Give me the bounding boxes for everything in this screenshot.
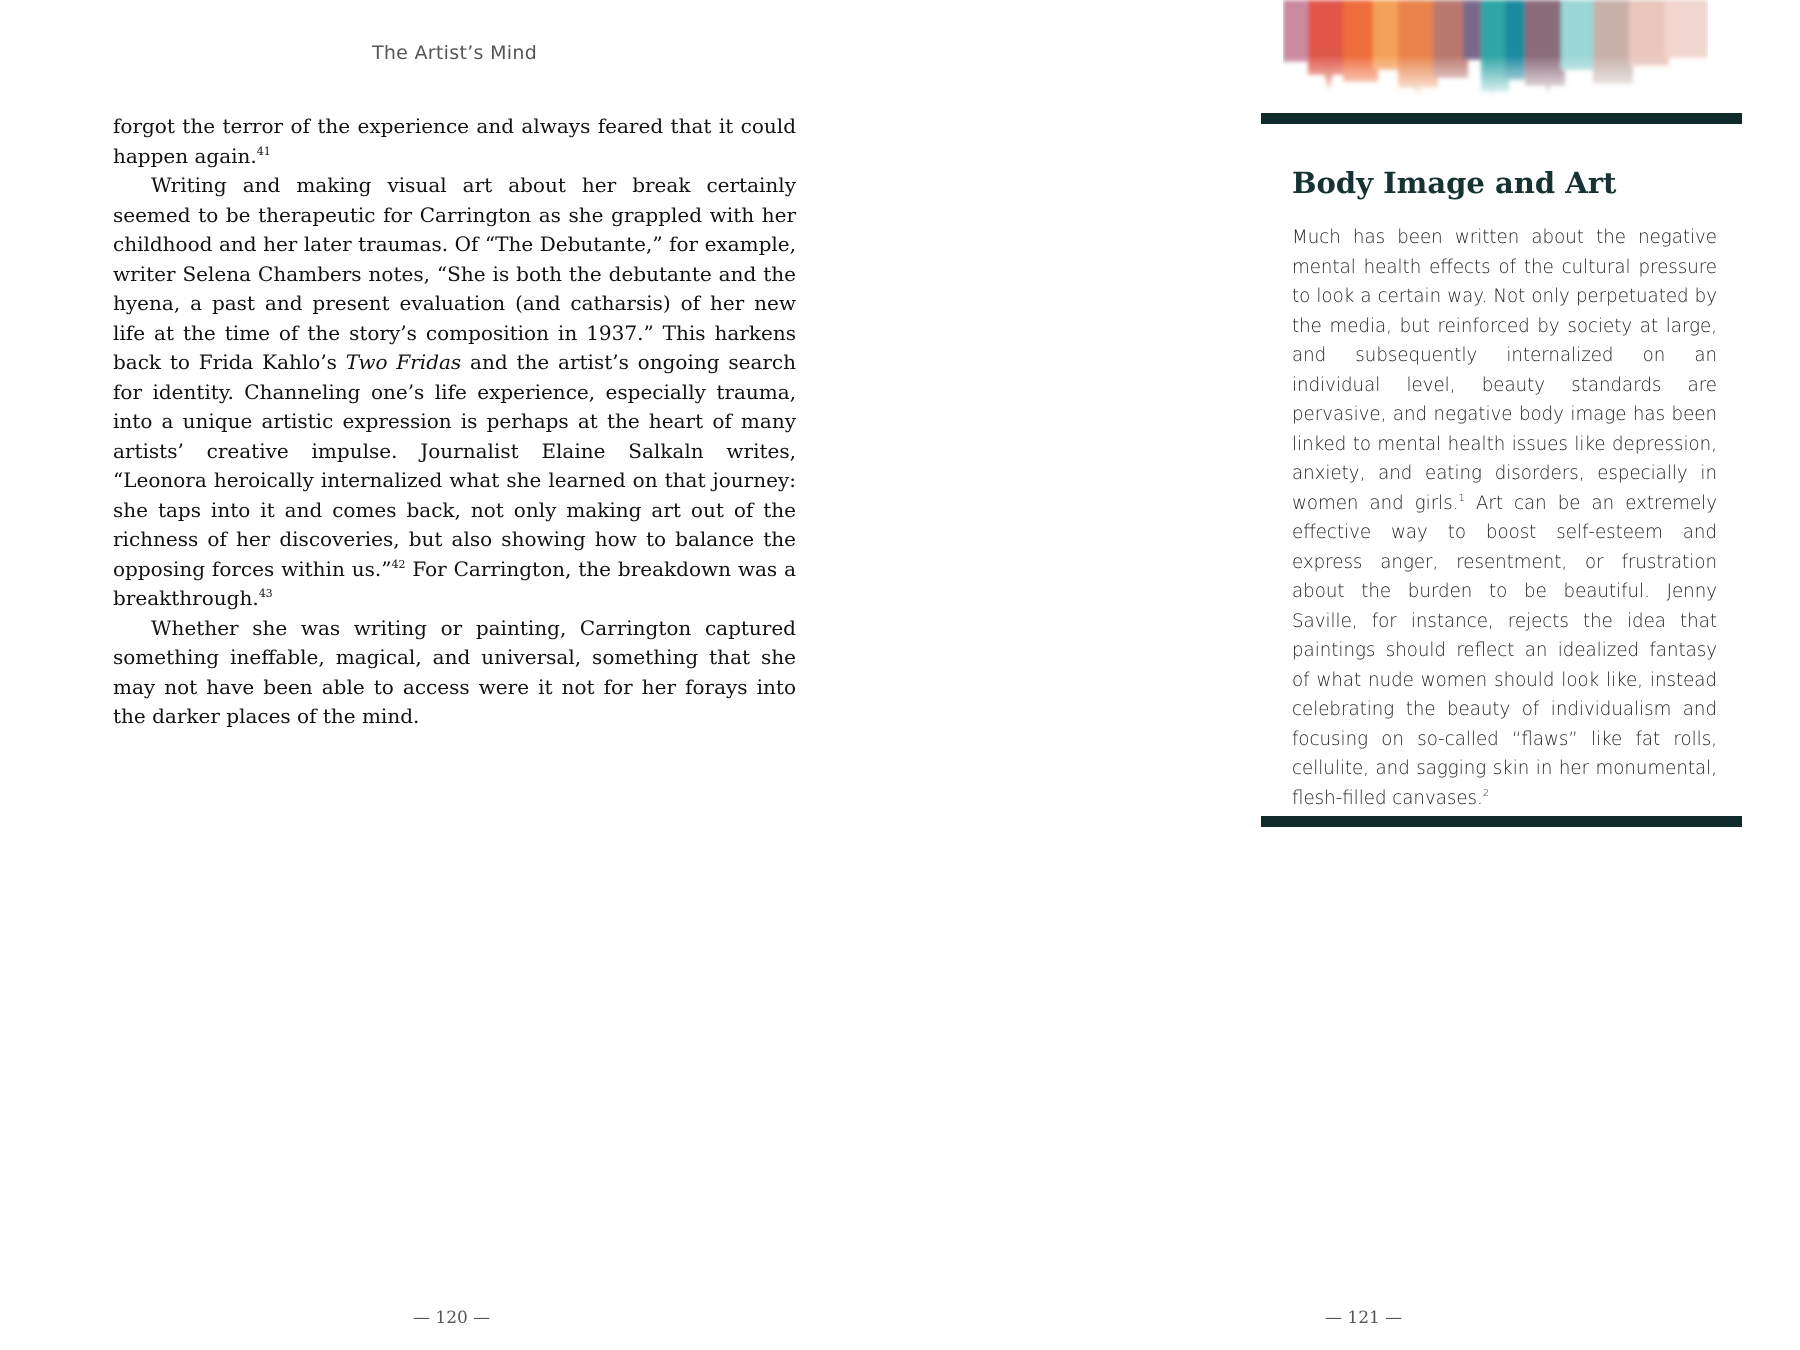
footnote-ref-2: 2 bbox=[1482, 787, 1490, 799]
paragraph-2-part-c: For Carrington, the breakdown was a breakthrough. bbox=[113, 556, 796, 610]
right-page bbox=[900, 0, 1800, 1350]
running-head: The Artist’s Mind bbox=[371, 42, 538, 64]
footnote-ref-1: 1 bbox=[1458, 492, 1465, 504]
page-number-120: — 120 — bbox=[413, 1308, 491, 1328]
footnote-ref-41: 41 bbox=[256, 144, 271, 158]
sidebar-bottom-rule bbox=[1261, 816, 1742, 827]
sidebar-text-part-b: Art can be an extremely effective way to boost self-esteem and express anger, resentment, or frustration about the burden to be beautiful. Jenny Saville, for instance, rejects the idea that paintings should reflect an idealized fantasy of what nude women should look like, instead celebrating the beauty of individualism and focusing on so-called “flaws” like fat rolls, cellulite, and sagging skin in her monumental, flesh-filled canvases. bbox=[1292, 492, 1717, 809]
sidebar-text-part-a: Much has been written about the negative mental health effects of the cultural pressure to look a certain way. Not only perpetuated by the media, but reinforced by society at large, and subsequently internalized on an individual level, beauty standards are pervasive, and negative body image has been linked to mental health issues like depression, anxiety, and eating disorders, especially in women and girls. bbox=[1292, 227, 1717, 514]
footnote-ref-42: 42 bbox=[391, 557, 406, 571]
watercolor-art-image bbox=[1283, 0, 1708, 100]
paragraph-1-text: forgot the terror of the experience and always feared that it could happen again. bbox=[113, 114, 796, 168]
paragraph-1 bbox=[113, 112, 796, 171]
sidebar-title: Body Image and Art bbox=[1292, 166, 1617, 200]
paragraph-3: Whether she was writing or painting, Carrington captured something ineffable, magical, and universal, something that she may not have been able to access were it not for her forays into the darker places of the mind. bbox=[113, 615, 796, 728]
paragraph-2-part-b: and the artist’s ongoing search for identity. Channeling one’s life experience, especially trauma, into a unique artistic expression is perhaps at the heart of many artists’ creative impulse. Journalist Elaine Salkaln writes, “Leonora heroically internalized what she learned on that journey: she taps into it and comes back, not only making art out of the richness of her discoveries, but also showing how to balance the opposing forces within us.” bbox=[113, 350, 797, 581]
footnote-ref-43: 43 bbox=[258, 587, 273, 600]
paragraph-2-part-a: Writing and making visual art about her break certainly seemed to be therapeutic for Carrington as she grappled with her childhood and her later traumas. Of “The Debutante,” for example, writer Selena Chambers notes, “She is both the debutante and the hyena, a past and present evaluation (and catharsis) of her new life at the time of the story’s composition in 1937.” This harkens back to Frida Kahlo’s bbox=[113, 173, 796, 374]
sidebar-top-rule bbox=[1261, 113, 1742, 124]
watercolor-drips-graphic bbox=[1283, 0, 1708, 100]
artwork-title-two-fridas: Two Fridas bbox=[345, 350, 462, 374]
body-text bbox=[113, 112, 796, 732]
paragraph-2 bbox=[113, 171, 796, 614]
sidebar-text bbox=[1292, 223, 1717, 813]
page-number-121: — 121 — bbox=[1325, 1308, 1403, 1328]
